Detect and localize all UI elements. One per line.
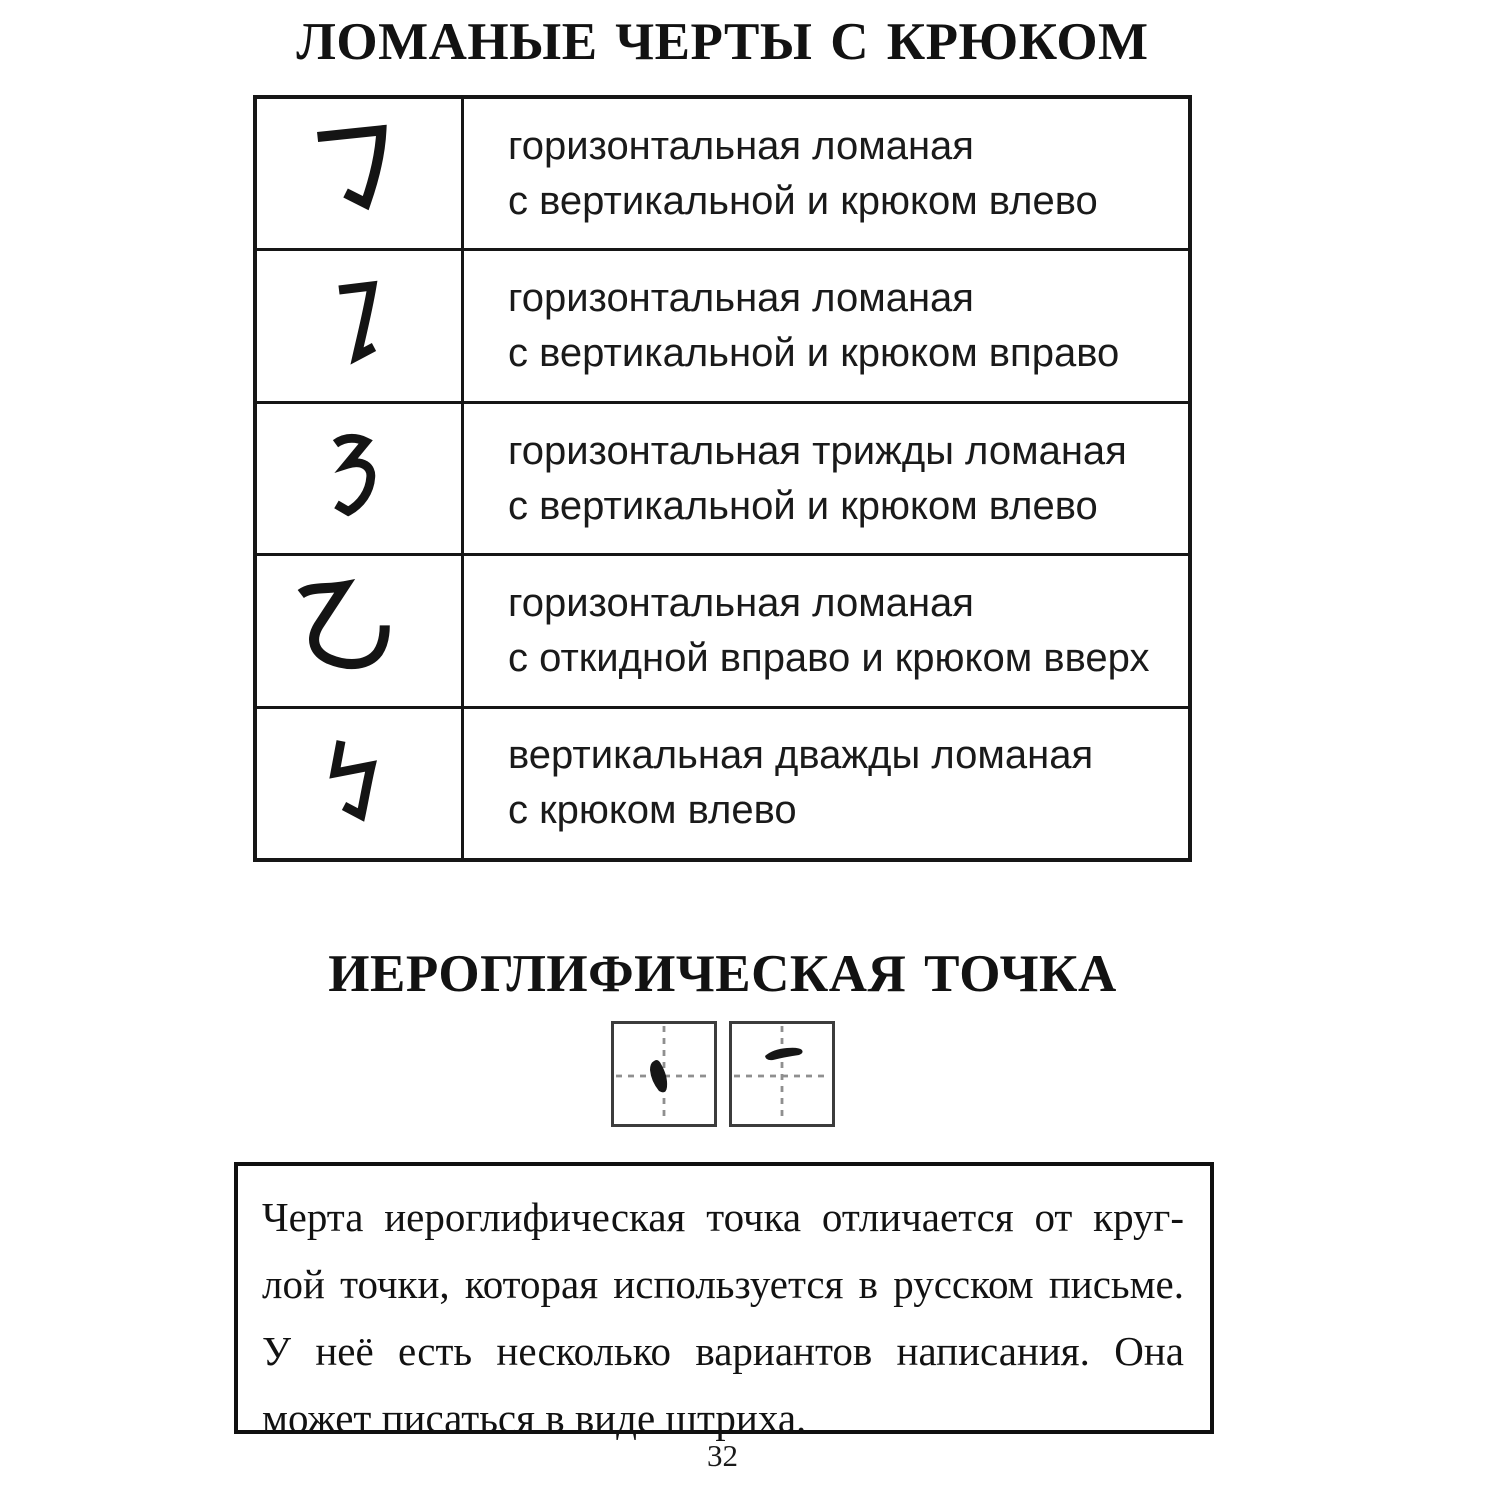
table-row — [257, 99, 1188, 248]
practice-grid-dash — [732, 1024, 832, 1124]
description-line: с крюком влево — [508, 788, 797, 833]
vertical-double-bend-left-hook-stroke-icon — [309, 720, 409, 846]
stroke-description-cell — [464, 404, 1188, 553]
description-line: вертикальная дважды ломаная — [508, 733, 1094, 778]
practice-box-dash — [729, 1021, 835, 1127]
section-title-hieroglyphic-dot: ИЕРОГЛИФИЧЕСКАЯ ТОЧКА — [328, 945, 1117, 1003]
note-line: Черта иероглифическая точка отличается от круг- — [262, 1194, 1184, 1240]
stroke-glyph-cell — [257, 709, 464, 858]
horizontal-bend-right-falling-up-hook-stroke-icon — [280, 575, 438, 687]
stroke-description-cell — [464, 556, 1188, 705]
note-line: может писаться в виде штриха. — [262, 1395, 807, 1441]
dash-stroke-icon — [765, 1048, 803, 1060]
description-line: горизонтальная трижды ломаная — [508, 428, 1127, 473]
description-line: с откидной вправо и крюком вверх — [508, 635, 1150, 680]
stroke-description-cell — [464, 99, 1188, 248]
stroke-glyph-cell — [257, 251, 464, 400]
strokes-table — [253, 95, 1192, 862]
description-line: с вертикальной и крюком влево — [508, 178, 1098, 223]
practice-box-dot — [611, 1021, 717, 1127]
description-line: горизонтальная ломаная — [508, 123, 974, 168]
stroke-description-cell — [464, 709, 1188, 858]
description-line: горизонтальная ломаная — [508, 580, 974, 625]
horizontal-bend-vertical-left-hook-stroke-icon — [303, 112, 415, 236]
note-box — [234, 1162, 1214, 1441]
table-row — [257, 706, 1188, 858]
horizontal-triple-bend-vertical-left-hook-stroke-icon — [310, 421, 408, 537]
stroke-glyph-cell — [257, 556, 464, 705]
page-number: 32 — [707, 1438, 738, 1473]
practice-grid-dot — [614, 1024, 714, 1124]
section-title-broken-strokes: ЛОМАНЫЕ ЧЕРТЫ С КРЮКОМ — [296, 13, 1149, 71]
description-line: горизонтальная ломаная — [508, 276, 974, 321]
description-line: с вертикальной и крюком вправо — [508, 331, 1120, 376]
description-line: с вертикальной и крюком влево — [508, 483, 1098, 528]
table-row — [257, 401, 1188, 553]
stroke-description-cell — [464, 251, 1188, 400]
table-row — [257, 248, 1188, 400]
note-line: лой точки, которая используется в русском письме. — [262, 1261, 1184, 1307]
stroke-glyph-cell — [257, 99, 464, 248]
horizontal-bend-vertical-right-hook-stroke-icon — [309, 262, 409, 390]
table-row — [257, 553, 1188, 705]
note-line: У неё есть несколько вариантов написания. Она — [262, 1328, 1184, 1374]
stroke-glyph-cell — [257, 404, 464, 553]
